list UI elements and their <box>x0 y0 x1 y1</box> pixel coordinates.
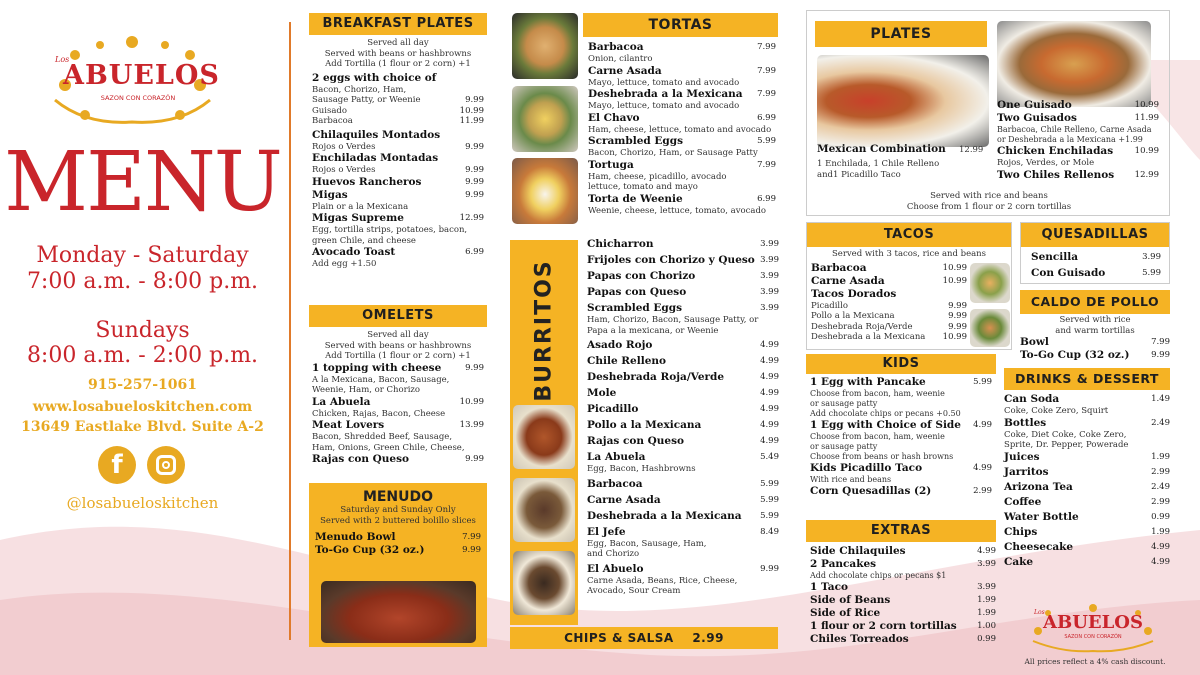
menu-item-price: 11.99 <box>1134 113 1159 123</box>
menu-item-desc: Carne Asada, Beans, Rice, Cheese, Avocado, Sour Cream <box>587 575 738 596</box>
menu-item-desc: Choose from beans or hash browns <box>810 452 954 461</box>
menu-item-name: Can Soda <box>1004 393 1060 405</box>
menu-item-name: Scrambled Eggs <box>588 135 684 147</box>
menu-item-price: 4.99 <box>1151 556 1170 567</box>
menu-item-price: 10.99 <box>1134 100 1159 110</box>
menu-item-desc: Rojos o Verdes <box>312 141 376 152</box>
menu-item-name: Sencilla <box>1031 251 1079 263</box>
quesadillas-header: QUESADILLAS <box>1021 223 1169 247</box>
menu-item-price: 9.99 <box>948 311 967 321</box>
menu-item-name: Jarritos <box>1004 465 1049 478</box>
menu-item-price: 4.99 <box>1151 541 1170 552</box>
menu-item-name: Kids Picadillo Taco <box>810 462 923 474</box>
menu-item-price: 3.99 <box>760 239 779 249</box>
brand-logo <box>45 30 220 130</box>
omelets-note: Served with beans or hashbrowns <box>324 340 472 351</box>
menu-item-price: 4.99 <box>760 372 779 382</box>
menudo-section <box>309 483 487 647</box>
menu-item-price: 1.99 <box>1151 526 1170 537</box>
menu-item-price: 9.99 <box>465 176 484 187</box>
menudo-photo <box>321 581 476 643</box>
menu-item-name: Migas <box>312 188 348 201</box>
menu-item-price: 9.99 <box>462 545 481 555</box>
menu-item-price: 3.99 <box>760 303 779 313</box>
menu-item-name: Frijoles con Chorizo y Queso <box>587 254 755 266</box>
menu-item-desc: Add chocolate chips or pecans $1 <box>810 571 947 580</box>
breakfast-section <box>309 13 487 270</box>
menu-item-price: 6.99 <box>757 112 776 123</box>
extras-header: EXTRAS <box>806 520 996 542</box>
menu-title: MENU <box>4 135 281 230</box>
menu-item-desc: 1 Enchilada, 1 Chile Relleno <box>817 159 940 169</box>
menu-item-name: Pollo a la Mexicana <box>587 419 702 431</box>
menu-item-price: 7.99 <box>757 89 776 99</box>
menu-item-price: 10.99 <box>459 396 484 407</box>
menu-item-price: 1.49 <box>1151 394 1170 404</box>
facebook-icon[interactable]: f <box>98 446 136 484</box>
menu-item-price: 4.99 <box>760 420 779 430</box>
menu-item-name: Deshebrada a la Mexicana <box>587 509 742 522</box>
burritos-section <box>587 238 779 597</box>
menu-item-price: 5.99 <box>760 478 779 489</box>
burritos-header: BURRITOS <box>531 259 557 402</box>
left-panel <box>0 0 285 675</box>
tacos-section <box>806 222 1012 350</box>
menu-item-name: Migas Supreme <box>312 212 404 224</box>
menu-item-price: 3.99 <box>760 255 779 265</box>
menu-item-name: Torta de Weenie <box>588 192 683 205</box>
logo-prefix: Los <box>55 55 70 64</box>
burritos-banner <box>510 240 578 625</box>
menu-item-desc: Ham, cheese, picadillo, avocado lettuce, tomato and mayo <box>588 171 727 192</box>
menu-item-name: Bottles <box>1004 416 1047 429</box>
menu-item-name: Carne Asada <box>588 64 662 77</box>
menu-item-name: Cheesecake <box>1004 540 1074 553</box>
brand-logo-small <box>1028 603 1158 653</box>
omelets-header: OMELETS <box>309 305 487 327</box>
menu-item-price: 10.99 <box>459 105 484 116</box>
menu-item-price: 13.99 <box>459 420 484 430</box>
taco-photo <box>970 263 1010 303</box>
tacos-note: Served with 3 tacos, rice and beans <box>831 249 987 259</box>
menu-item-price: 5.99 <box>973 377 992 387</box>
menu-item-name: Barbacoa <box>588 41 644 53</box>
logo-name: ABUELOS <box>63 60 220 91</box>
menu-item-name: One Guisado <box>997 99 1072 111</box>
menu-item-price: 4.99 <box>973 463 992 473</box>
menu-item-name: Tacos Dorados <box>811 287 897 300</box>
menu-item-price: 1.00 <box>977 621 996 631</box>
menu-item-price: 2.99 <box>1151 466 1170 477</box>
menu-item-price: 5.99 <box>1142 268 1161 278</box>
chips-salsa-bar <box>510 627 778 649</box>
taco-photo <box>970 309 1010 347</box>
breakfast-note: Served with beans or hashbrowns <box>324 48 472 59</box>
menu-item-price: 5.99 <box>760 494 779 505</box>
menu-item-name: 1 Taco <box>810 581 848 593</box>
menu-item-price: 7.99 <box>757 159 776 170</box>
menu-item-name: Water Bottle <box>1004 510 1079 523</box>
menu-item-price: 12.99 <box>1134 169 1159 180</box>
menu-item-price: 7.99 <box>757 65 776 76</box>
menu-item-name: 1 Egg with Choice of Side <box>810 419 961 431</box>
menu-item-price: 9.99 <box>465 362 484 373</box>
menu-item-price: 9.99 <box>465 141 484 152</box>
menu-item-desc: Coke, Diet Coke, Coke Zero, Sprite, Dr. Pepper, Powerade <box>1004 429 1129 450</box>
menu-item-name: Barbacoa <box>811 261 867 274</box>
menu-item-name: Chilaquiles Montados <box>312 128 441 141</box>
menu-item-name: Huevos Rancheros <box>312 175 422 188</box>
menu-item-desc: Onion, cilantro <box>588 54 653 64</box>
menu-item-name: Carne Asada <box>811 274 885 287</box>
menu-item-price: 9.99 <box>465 454 484 464</box>
menu-item-name: Two Chiles Rellenos <box>997 168 1115 181</box>
quesadillas-section <box>1020 222 1170 284</box>
footer-note: All prices reflect a 4% cash discount. <box>1024 657 1166 666</box>
menu-item-name: Side of Beans <box>810 594 891 606</box>
menu-item-name: Chips <box>1004 525 1038 538</box>
divider <box>289 22 291 640</box>
breakfast-header: BREAKFAST PLATES <box>309 13 487 35</box>
caldo-note: Served with rice <box>1059 315 1131 325</box>
omelets-note: Add Tortilla (1 flour or 2 corn) +1 <box>325 351 471 361</box>
menu-item-desc: Egg, Bacon, Hashbrowns <box>587 464 696 474</box>
menu-item-name: Side Chilaquiles <box>810 545 906 557</box>
menu-item-desc: Coke, Coke Zero, Squirt <box>1004 406 1109 416</box>
tacos-header: TACOS <box>807 223 1011 247</box>
menu-item-price: 9.99 <box>948 300 967 311</box>
menu-item-price: 4.99 <box>760 404 779 414</box>
extras-section <box>806 520 996 665</box>
hours-weekday-days: Monday - Saturday <box>36 243 249 268</box>
plate-photo <box>997 21 1151 107</box>
menu-item-price: 3.99 <box>1142 252 1161 262</box>
menu-item-desc: Ham, Chorizo, Bacon, Sausage Patty, or Papa a la mexicana, or Weenie <box>587 315 759 336</box>
kids-header: KIDS <box>806 354 996 374</box>
menu-item-name: El Chavo <box>588 111 640 124</box>
plates-footer: Served with rice and beans <box>930 191 1048 201</box>
menu-item-price: 0.99 <box>1151 511 1170 522</box>
menu-item-desc: Add chocolate chips or pecans +0.50 <box>810 409 961 418</box>
menu-item-name: 2 eggs with choice of <box>312 71 437 84</box>
torta-photo <box>512 13 578 79</box>
menu-item-name: Mexican Combination <box>817 143 946 155</box>
menu-item-name: 2 Pancakes <box>810 558 877 570</box>
menu-item-desc: Bacon, Chorizo, Ham, or Sausage Patty <box>588 148 758 158</box>
menu-item-name: Meat Lovers <box>312 419 385 431</box>
menu-item-price: 6.99 <box>465 247 484 257</box>
logo-prefix: Los <box>1034 609 1045 616</box>
menu-item-name: Enchiladas Montadas <box>312 152 439 164</box>
kids-section <box>806 354 996 516</box>
menu-item-price: 9.99 <box>465 95 484 105</box>
menu-item-price: 1.99 <box>977 595 996 605</box>
menu-item-price: 10.99 <box>942 275 967 286</box>
menu-item-price: 5.49 <box>760 452 779 462</box>
menu-item-desc: Picadillo <box>811 300 848 311</box>
menu-item-name: Side of Rice <box>810 607 881 619</box>
torta-photo <box>512 158 578 224</box>
menu-item-price: 1.99 <box>977 608 996 618</box>
menu-item-name: Carne Asada <box>587 493 661 506</box>
menudo-note: Saturday and Sunday Only <box>340 505 456 515</box>
menu-item-desc: Guisado <box>312 105 347 116</box>
breakfast-note: Served all day <box>367 38 429 48</box>
menu-item-desc: Rojos, Verdes, or Mole <box>997 158 1095 168</box>
menu-item-name: To-Go Cup (32 oz.) <box>1020 349 1130 361</box>
social-handle[interactable]: @losabueloskitchen <box>66 494 219 512</box>
menu-item-name: El Abuelo <box>587 562 644 575</box>
omelets-note: Served all day <box>367 330 429 340</box>
menu-item-desc: Egg, Bacon, Sausage, Ham, and Chorizo <box>587 538 707 559</box>
menu-item-name: Con Guisado <box>1031 267 1106 279</box>
menu-item-name: Menudo Bowl <box>315 531 396 543</box>
menu-item-price: 9.99 <box>948 321 967 332</box>
tortas-section <box>583 13 778 216</box>
hours-sunday-days: Sundays <box>95 318 190 343</box>
caldo-section <box>1020 290 1170 362</box>
logo-tagline: SAZON CON CORAZÓN <box>1064 634 1122 640</box>
menu-item-price: 5.99 <box>757 136 776 146</box>
menu-item-desc: Plain or a la Mexicana <box>312 201 409 212</box>
menu-item-desc: or sausage patty <box>810 399 878 408</box>
menu-item-price: 4.99 <box>760 340 779 350</box>
menu-item-name: Chicharron <box>587 238 654 250</box>
menu-item-price: 9.99 <box>1151 350 1170 360</box>
menu-item-name: Deshebrada Roja/Verde <box>587 371 725 383</box>
drinks-section <box>1004 368 1170 590</box>
menu-item-desc: Rojos o Verdes <box>312 165 376 175</box>
menu-item-desc: Deshebrada a la Mexicana <box>811 332 926 342</box>
menu-item-price: 3.99 <box>760 287 779 297</box>
menu-item-price: 12.99 <box>459 213 484 223</box>
menu-item-desc: Add egg +1.50 <box>312 259 377 269</box>
menu-item-price: 1.99 <box>1151 451 1170 462</box>
instagram-icon[interactable] <box>147 446 185 484</box>
menu-item-name: Bowl <box>1020 336 1049 348</box>
menu-item-desc: Pollo a la Mexicana <box>811 311 895 321</box>
burrito-photo <box>513 478 575 542</box>
menu-item-desc: Deshebrada Roja/Verde <box>811 321 913 332</box>
menu-item-desc: A la Mexicana, Bacon, Sausage, Weenie, Ham, or Chorizo <box>312 374 450 395</box>
menu-item-name: Barbacoa <box>587 477 643 490</box>
menu-item-price: 7.99 <box>1151 337 1170 347</box>
menu-item-desc: Mayo, lettuce, tomato and avocado <box>588 77 740 88</box>
address: 13649 Eastlake Blvd. Suite A-2 <box>21 419 264 435</box>
menu-item-price: 4.99 <box>973 420 992 430</box>
menu-item-name: 1 flour or 2 corn tortillas <box>810 620 957 632</box>
menu-item-name: Two Guisados <box>997 112 1077 124</box>
chips-label: CHIPS & SALSA <box>564 631 674 645</box>
menu-item-name: Mole <box>587 387 617 399</box>
plates-section <box>806 10 1170 216</box>
menu-item-name: Avocado Toast <box>312 246 396 258</box>
menu-item-desc: Chicken, Rajas, Bacon, Cheese <box>312 408 446 419</box>
menu-item-name: Coffee <box>1004 495 1042 508</box>
breakfast-note: Add Tortilla (1 flour or 2 corn) +1 <box>325 59 471 69</box>
menu-item-price: 11.99 <box>459 116 484 126</box>
chips-price: 2.99 <box>692 631 724 645</box>
caldo-note: and warm tortillas <box>1055 325 1135 336</box>
menu-item-price: 10.99 <box>1134 146 1159 156</box>
menu-item-name: Tortuga <box>588 158 634 171</box>
hours-weekday-time: 7:00 a.m. - 8:00 p.m. <box>26 269 259 294</box>
menudo-note: Served with 2 buttered bolillo slices <box>320 515 476 526</box>
menu-item-name: 1 Egg with Pancake <box>810 376 926 388</box>
menu-item-price: 3.99 <box>977 582 996 592</box>
menu-item-price: 7.99 <box>462 532 481 542</box>
menu-item-price: 10.99 <box>942 262 967 273</box>
plates-header: PLATES <box>815 21 987 47</box>
menu-item-price: 7.99 <box>757 42 776 52</box>
menu-item-price: 4.99 <box>977 546 996 556</box>
menu-item-name: Asado Rojo <box>587 339 653 351</box>
menu-item-desc: Barbacoa, Chile Relleno, Carne Asada or Deshebrada a la Mexicana +1.99 <box>997 125 1152 144</box>
menu-item-name: Deshebrada a la Mexicana <box>588 88 743 100</box>
menu-item-price: 5.99 <box>760 510 779 521</box>
menu-item-price: 10.99 <box>942 332 967 342</box>
menu-item-price: 8.49 <box>760 526 779 537</box>
menu-item-price: 4.99 <box>760 388 779 398</box>
menu-item-price: 9.99 <box>760 563 779 574</box>
logo-tagline: SAZON CON CORAZÓN <box>100 94 176 102</box>
menu-item-price: 12.99 <box>959 145 984 155</box>
menu-item-desc: Egg, tortilla strips, potatoes, bacon, green Chile, and cheese <box>312 225 468 246</box>
menu-item-name: Chile Relleno <box>587 355 667 367</box>
menu-item-desc: Choose from bacon, ham, weenie <box>810 432 945 441</box>
menu-item-desc: Bacon, Chorizo, Ham, <box>312 84 407 95</box>
caldo-header: CALDO DE POLLO <box>1020 290 1170 314</box>
menu-item-desc: Mayo, lettuce, tomato and avocado <box>588 101 740 111</box>
menu-item-desc: or sausage patty <box>810 442 878 451</box>
plate-photo <box>817 55 989 147</box>
menu-item-price: 2.99 <box>1151 496 1170 507</box>
menu-item-name: El Jefe <box>587 525 626 538</box>
menu-item-price: 9.99 <box>465 189 484 200</box>
menu-item-price: 2.49 <box>1151 417 1170 428</box>
torta-photo <box>512 86 578 152</box>
menu-item-name: Rajas con Queso <box>312 453 410 465</box>
menu-item-price: 9.99 <box>465 165 484 175</box>
menu-item-desc: Bacon, Shredded Beef, Sausage, Ham, Onions, Green Chile, Cheese, <box>312 432 465 453</box>
tortas-header: TORTAS <box>583 13 778 37</box>
menu-item-price: 2.99 <box>973 486 992 496</box>
menu-item-name: 1 topping with cheese <box>312 361 442 374</box>
hours-sunday-time: 8:00 a.m. - 2:00 p.m. <box>26 343 259 368</box>
menu-item-name: To-Go Cup (32 oz.) <box>315 544 425 556</box>
menu-item-name: Chicken Enchiladas <box>997 145 1114 157</box>
menu-item-name: Papas con Queso <box>587 286 687 298</box>
menudo-header: MENUDO <box>362 489 434 505</box>
menu-item-name: Arizona Tea <box>1004 480 1073 493</box>
menu-item-desc: Choose from bacon, ham, weenie <box>810 389 945 398</box>
menu-item-name: Juices <box>1004 450 1040 463</box>
menu-item-desc: and1 Picadillo Taco <box>817 170 901 180</box>
plates-footer: Choose from 1 flour or 2 corn tortillas <box>906 202 1072 212</box>
burrito-photo <box>513 551 575 615</box>
menu-item-price: 3.99 <box>977 559 996 569</box>
menu-item-desc: Weenie, cheese, lettuce, tomato, avocado <box>588 205 767 216</box>
menu-item-price: 0.99 <box>977 634 996 644</box>
menu-item-name: Corn Quesadillas (2) <box>810 485 932 497</box>
menu-item-name: Papas con Chorizo <box>587 270 696 282</box>
menu-item-price: 3.99 <box>760 271 779 281</box>
menu-item-name: Chiles Torreados <box>810 633 909 645</box>
menu-item-price: 4.99 <box>760 356 779 366</box>
menu-item-desc: Ham, cheese, lettuce, tomato and avocado <box>588 124 772 135</box>
menu-item-name: Picadillo <box>587 403 639 415</box>
drinks-header: DRINKS & DESSERT <box>1004 368 1170 390</box>
menu-item-name: Scrambled Eggs <box>587 302 683 314</box>
website-link[interactable]: www.losabueloskitchen.com <box>32 399 253 415</box>
menu-item-price: 4.99 <box>760 436 779 446</box>
menu-item-name: La Abuela <box>587 451 646 463</box>
menu-item-name: Rajas con Queso <box>587 435 685 447</box>
menu-item-price: 6.99 <box>757 193 776 204</box>
logo-name: ABUELOS <box>1043 612 1143 633</box>
menu-item-name: Cake <box>1004 555 1034 568</box>
phone-number[interactable]: 915-257-1061 <box>87 377 198 393</box>
burrito-photo <box>513 405 575 469</box>
omelets-section <box>309 305 487 466</box>
menu-item-name: La Abuela <box>312 395 371 408</box>
menu-item-desc: Barbacoa <box>312 116 353 126</box>
menu-item-price: 2.49 <box>1151 481 1170 492</box>
menu-item-desc: With rice and beans <box>810 475 892 484</box>
menu-item-desc: Sausage Patty, or Weenie <box>312 95 421 105</box>
